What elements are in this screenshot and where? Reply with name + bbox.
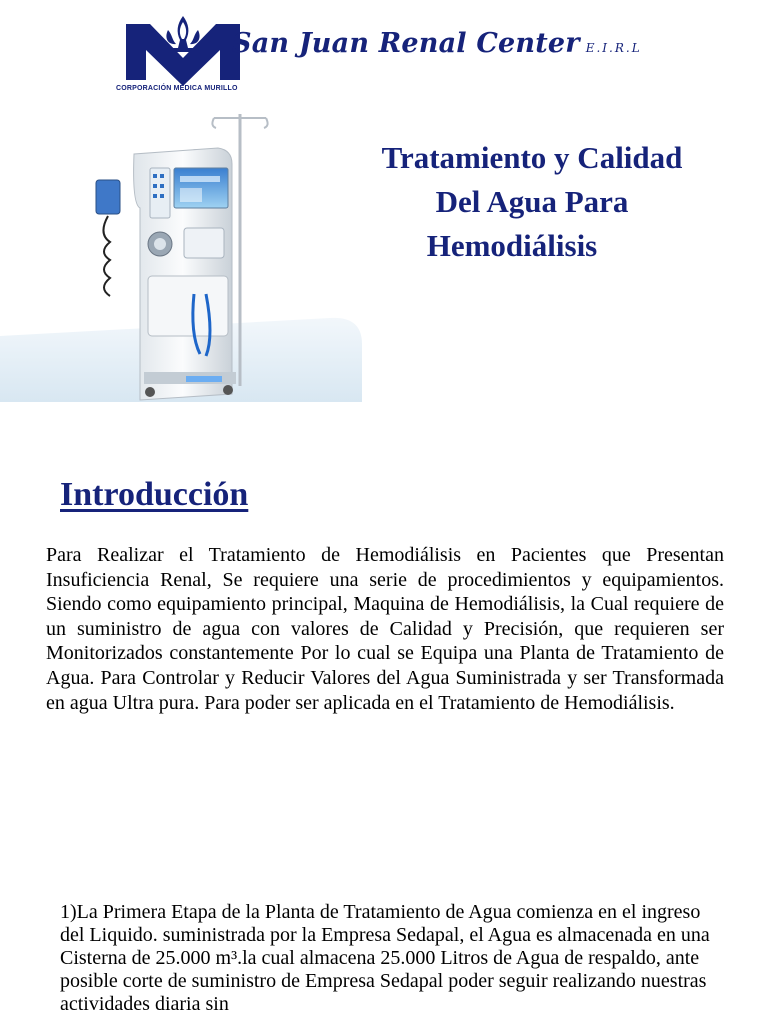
brand-suffix: E.I.R.L <box>585 41 642 55</box>
brand-name: San Juan Renal Center E.I.R.L <box>232 28 642 59</box>
intro-heading: Introducción <box>60 476 249 513</box>
title-line-3: Hemodiálisis <box>426 228 598 263</box>
document-title <box>350 136 714 268</box>
intro-paragraph: Para Realizar el Tratamiento de Hemodiálisis en Pacientes que Presentan Insuficiencia Renal, Se requiere una serie de procedimientos y equipamientos. Siendo como equipamiento principal, Maquina de Hemodiálisis, la Cual requiere de un suministro de agua con valores de Calidad y Precisión, que requieren ser Monitorizados constantemente Por lo cual se Equipa una Planta de Tratamiento de Agua. Para Controlar y Reducir Valores del Agua Suministrada y ser Transformada en agua Ultra pura. Para poder ser aplicada en el Tratamiento de Hemodiálisis. <box>46 544 724 714</box>
hemodialysis-machine-icon <box>0 104 362 402</box>
sub-brand: CORPORACIÓN MÉDICA MURILLO <box>116 85 238 92</box>
title-line-2: Del Agua Para <box>435 184 629 219</box>
title-line-1: Tratamiento y Calidad <box>381 140 683 175</box>
first-stage-paragraph: 1)La Primera Etapa de la Planta de Tratamiento de Agua comienza en el ingreso del Liquido. suministrada por la Empresa Sedapal, el Agua es almacenada en una Cisterna de 25.000 m³.la cual almacena 25.000 Litros de Agua de respaldo, ante posible corte de suministro de Empresa Sedapal poder seguir realizando nuestras actividades diaria sin <box>60 901 710 1015</box>
